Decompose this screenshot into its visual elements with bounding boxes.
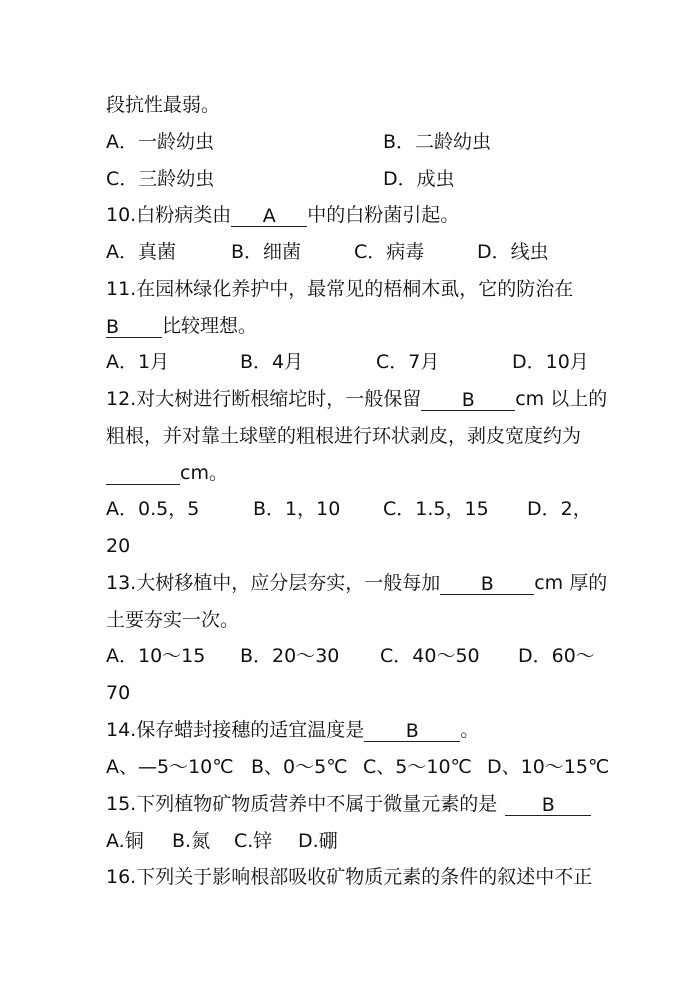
question-14 [106,718,479,742]
option-a: A．一龄幼虫 [106,131,214,153]
option-d: D．2， [527,498,592,520]
option-c: C．三龄幼虫 [106,168,215,190]
option-a: A．真菌 [106,241,176,263]
question-11-cont [106,314,257,338]
question-text: 13.大树移植中，应分层夯实，一般每加 [106,572,441,594]
question-13-cont: 土要夯实一次。 [106,609,240,631]
option-d: D．成虫 [383,168,455,190]
option-d: D．60～ [518,645,595,667]
question-text: 。 [460,719,480,741]
option-d: D.硼 [298,830,338,852]
option-a: A．1月 [106,351,170,373]
question-text: 15.下列植物矿物质营养中不属于微量元素的是 [106,793,498,815]
option-c: C．7月 [376,351,440,373]
option-b: B．1，10 [253,498,341,520]
question-text: 14.保存蜡封接穗的适宜温度是 [106,719,365,741]
option-b: B、0～5℃ [251,756,348,778]
option-c: C.锌 [234,830,273,852]
option-b: B．二龄幼虫 [383,131,492,153]
question-text: 比较理想。 [162,315,258,337]
option-a: A.铜 [106,830,144,852]
option-c: C．1.5，15 [383,498,489,520]
answer-blank: B [364,719,460,742]
option-a: A、—5～10℃ [106,756,234,778]
option-c: C．40～50 [380,645,480,667]
option-b: B．20～30 [240,645,340,667]
answer-blank: A [231,204,307,227]
question-text: 10.白粉病类由 [106,204,232,226]
question-text: cm 厚的 [534,572,608,594]
option-wrap: 70 [106,682,131,704]
option-a: A．10～15 [106,645,206,667]
option-b: B．细菌 [231,241,302,263]
answer-blank: B [106,315,162,338]
question-12-cont: 粗根，并对靠土球壁的粗根进行环状剥皮，剥皮宽度约为 [106,425,582,447]
question-text: 12.对大树进行断根缩坨时，一般保留 [106,388,422,410]
question-text: 中的白粉菌引起。 [307,204,460,226]
question-text: cm。 [180,462,228,484]
option-a: A．0.5，5 [106,498,200,520]
question-12-cont2 [106,461,228,485]
answer-blank: B [440,572,534,595]
option-c: C、5～10℃ [363,756,472,778]
question-11: 11.在园林绿化养护中，最常见的梧桐木虱，它的防治在 [106,278,574,300]
option-c: C．病毒 [354,241,425,263]
question-15 [106,792,591,816]
option-d: D、10～15℃ [487,756,610,778]
question-text: cm 以上的 [515,388,608,410]
question-16: 16.下列关于影响根部吸收矿物质元素的条件的叙述中不正 [106,866,593,888]
option-d: D．10月 [512,351,589,373]
answer-blank: B [505,793,591,816]
option-b: B．4月 [240,351,304,373]
question-10 [106,203,459,227]
question-12 [106,387,607,411]
option-b: B.氮 [172,830,211,852]
answer-blank [106,462,180,485]
text-line: 段抗性最弱。 [106,94,221,116]
option-wrap: 20 [106,535,131,557]
question-13 [106,571,607,595]
option-d: D．线虫 [477,241,549,263]
answer-blank: B [421,388,515,411]
